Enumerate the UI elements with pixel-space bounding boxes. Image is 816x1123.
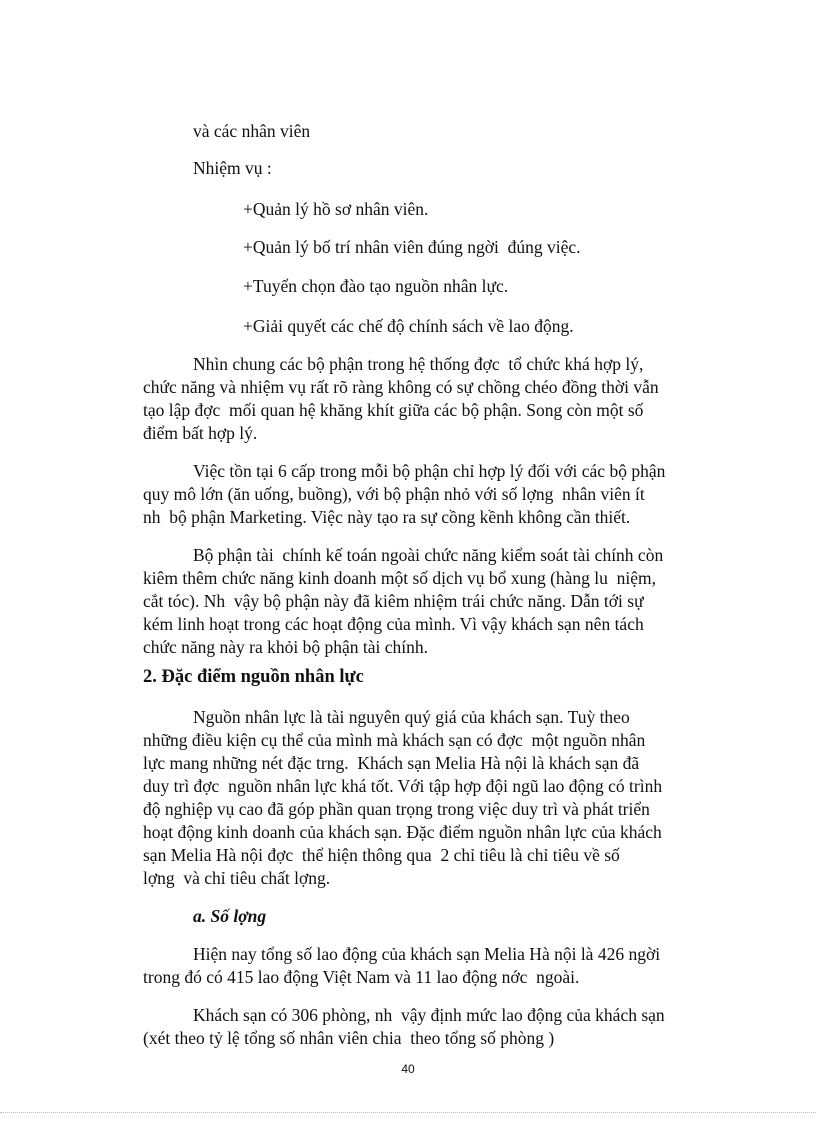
- section-heading: 2. Đặc điểm nguồn nhân lực: [143, 667, 364, 687]
- paragraph-line: điểm bất hợp lý.: [143, 423, 258, 443]
- paragraph-line: (xét theo tỷ lệ tổng số nhân viên chia theo tổng số phòng ): [143, 1028, 555, 1048]
- paragraph-line: sạn Melia Hà nội đợc thể hiện thông qua 2 chỉ tiêu là chỉ tiêu về số: [143, 845, 620, 865]
- paragraph-line: duy trì đợc nguồn nhân lực khá tốt. Với tập hợp đội ngũ lao động có trình: [143, 776, 663, 796]
- paragraph-line: chức năng này ra khỏi bộ phận tài chính.: [143, 637, 429, 657]
- list-item: +Quản lý bố trí nhân viên đúng ngời đúng việc.: [243, 237, 581, 257]
- text-line: Nhiệm vụ :: [193, 158, 272, 178]
- paragraph-line: tạo lập đợc mối quan hệ khăng khít giữa các bộ phận. Song còn một số: [143, 400, 644, 420]
- paragraph-line: độ nghiệp vụ cao đã góp phần quan trọng trong việc duy trì và phát triển: [143, 799, 650, 819]
- paragraph-line: Bộ phận tài chính kế toán ngoài chức năng kiểm soát tài chính còn: [193, 545, 664, 565]
- paragraph-line: hoạt động kinh doanh của khách sạn. Đặc điểm nguồn nhân lực của khách: [143, 822, 662, 842]
- paragraph-line: những điều kiện cụ thể của mình mà khách sạn có đợc một nguồn nhân: [143, 730, 646, 750]
- list-item: +Quản lý hồ sơ nhân viên.: [243, 199, 429, 219]
- paragraph-line: trong đó có 415 lao động Việt Nam và 11 lao động nớc ngoài.: [143, 967, 580, 987]
- page-number: 40: [401, 1062, 415, 1076]
- paragraph-line: lợng và chỉ tiêu chất lợng.: [143, 868, 331, 888]
- paragraph-line: chức năng và nhiệm vụ rất rõ ràng không có sự chồng chéo đồng thời vẫn: [143, 377, 659, 397]
- paragraph-line: lực mang những nét đặc trng. Khách sạn Melia Hà nội là khách sạn đã: [143, 753, 640, 773]
- subsection-heading: a. Số lợng: [193, 906, 267, 926]
- paragraph-line: cắt tóc). Nh vậy bộ phận này đã kiêm nhiệm trái chức năng. Dẫn tới sự: [143, 591, 644, 611]
- paragraph-line: kiêm thêm chức năng kinh doanh một số dịch vụ bổ xung (hàng lu niệm,: [143, 568, 657, 588]
- paragraph-line: Nguồn nhân lực là tài nguyên quý giá của khách sạn. Tuỳ theo: [193, 707, 630, 727]
- paragraph-line: nh bộ phận Marketing. Việc này tạo ra sự cồng kềnh không cần thiết.: [143, 507, 631, 527]
- paragraph-line: Việc tồn tại 6 cấp trong mỗi bộ phận chỉ hợp lý đối với các bộ phận: [193, 461, 666, 481]
- page-bottom-divider: [0, 1112, 816, 1113]
- text-line: và các nhân viên: [193, 121, 311, 141]
- paragraph-line: kém linh hoạt trong các hoạt động của mình. Vì vậy khách sạn nên tách: [143, 614, 644, 634]
- paragraph-line: Hiện nay tổng số lao động của khách sạn Melia Hà nội là 426 ngời: [193, 944, 661, 964]
- list-item: +Tuyển chọn đào tạo nguồn nhân lực.: [243, 276, 509, 296]
- paragraph-line: Nhìn chung các bộ phận trong hệ thống đợc tổ chức khá hợp lý,: [193, 354, 644, 374]
- paragraph-line: quy mô lớn (ăn uống, buồng), với bộ phận nhỏ với số lợng nhân viên ít: [143, 484, 645, 504]
- list-item: +Giải quyết các chế độ chính sách về lao động.: [243, 316, 574, 336]
- paragraph-line: Khách sạn có 306 phòng, nh vậy định mức lao động của khách sạn: [193, 1005, 665, 1025]
